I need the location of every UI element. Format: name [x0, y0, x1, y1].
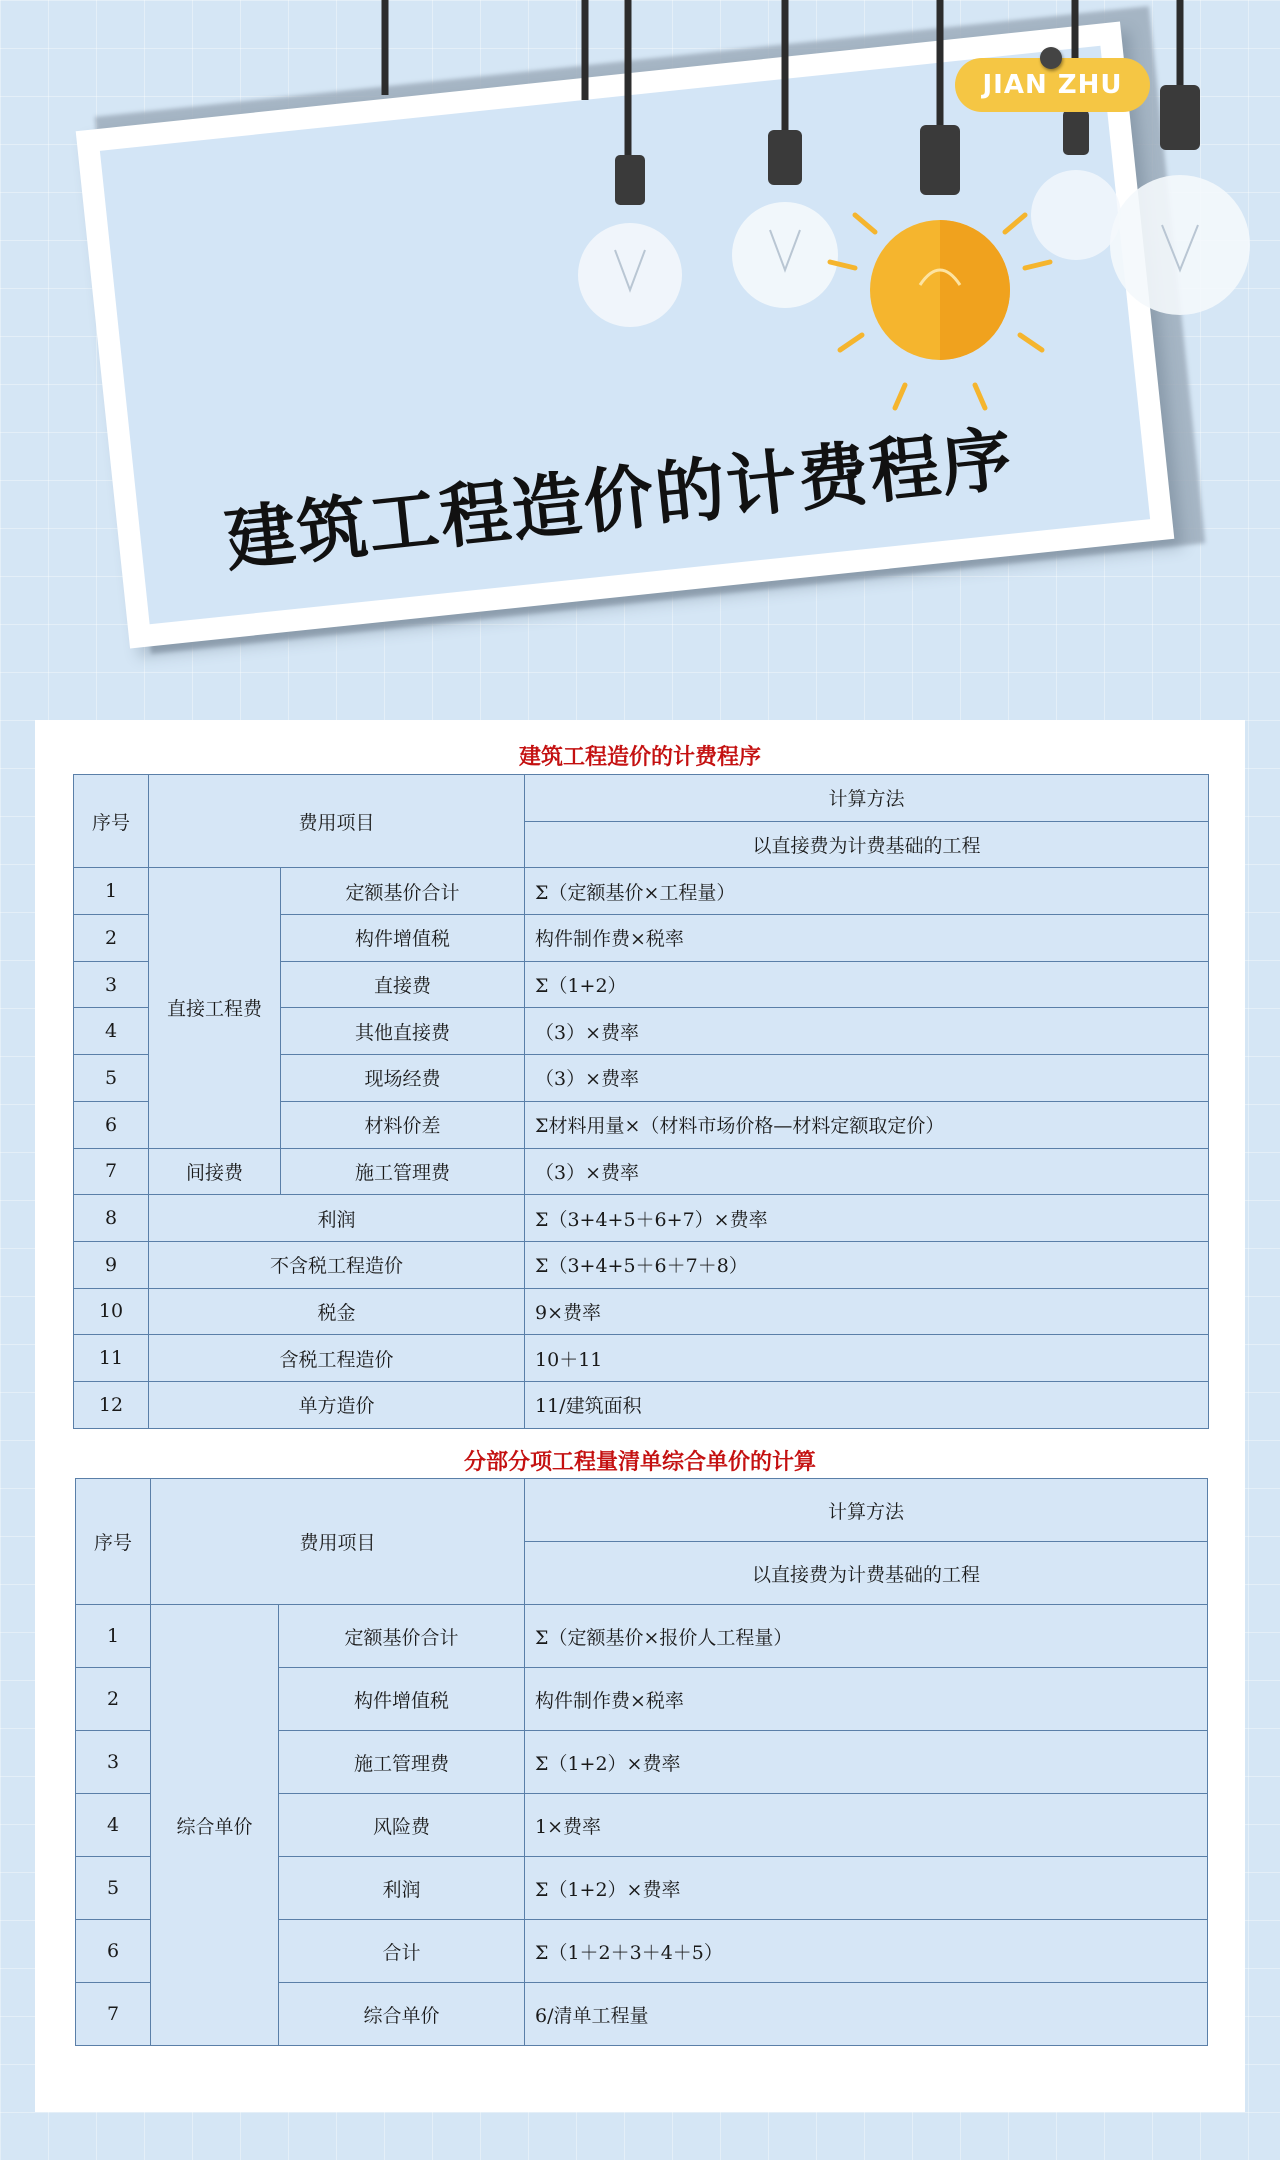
row-method: Σ（定额基价×报价人工程量）: [525, 1605, 1208, 1668]
group-unit-price: 综合单价: [151, 1605, 279, 2046]
header-item: 费用项目: [149, 775, 525, 868]
row-no: 2: [76, 1668, 151, 1731]
row-no: 5: [74, 1055, 149, 1102]
row-item: 材料价差: [281, 1101, 525, 1148]
hero-banner: [0, 0, 1280, 700]
row-no: 9: [74, 1241, 149, 1288]
row-method: Σ（1+2）×费率: [525, 1857, 1208, 1920]
table-row: [74, 1335, 1209, 1382]
row-method: （3）×费率: [525, 1148, 1209, 1195]
row-method: Σ（1+2）×费率: [525, 1731, 1208, 1794]
row-item: 构件增值税: [279, 1668, 525, 1731]
group-indirect-cost: 间接费: [149, 1148, 281, 1195]
row-method: 构件制作费×税率: [525, 1668, 1208, 1731]
row-item: 合计: [279, 1920, 525, 1983]
lit-light-bulb-icon: [830, 125, 1050, 408]
row-item: 直接费: [281, 961, 525, 1008]
row-method: Σ（1+2）: [525, 961, 1209, 1008]
row-no: 3: [76, 1731, 151, 1794]
row-item: 其他直接费: [281, 1008, 525, 1055]
header-item: 费用项目: [151, 1479, 525, 1605]
row-no: 6: [76, 1920, 151, 1983]
header-method: 计算方法: [525, 1479, 1208, 1542]
row-method: Σ（3+4+5＋6+7）×费率: [525, 1195, 1209, 1242]
light-bulb-icon: [1110, 85, 1250, 315]
table-row: [74, 1381, 1209, 1428]
row-item: 单方造价: [149, 1381, 525, 1428]
row-item: 施工管理费: [281, 1148, 525, 1195]
table-row: [74, 1241, 1209, 1288]
table-header-row: [74, 775, 1209, 822]
row-method: （3）×费率: [525, 1055, 1209, 1102]
table-row: [74, 1148, 1209, 1195]
row-no: 5: [76, 1857, 151, 1920]
row-method: Σ（3+4+5＋6＋7＋8）: [525, 1241, 1209, 1288]
header-no: 序号: [76, 1479, 151, 1605]
row-item: 不含税工程造价: [149, 1241, 525, 1288]
content-panel: [35, 720, 1245, 2112]
fee-procedure-table: [73, 774, 1209, 1429]
row-method: 11/建筑面积: [525, 1381, 1209, 1428]
header-basis: 以直接费为计费基础的工程: [525, 1542, 1208, 1605]
row-no: 11: [74, 1335, 149, 1382]
table-header-row: [76, 1479, 1208, 1542]
page-title: 建筑工程造价的计费程序: [221, 416, 1018, 582]
row-no: 8: [74, 1195, 149, 1242]
row-method: Σ材料用量×（材料市场价格—材料定额取定价）: [525, 1101, 1209, 1148]
row-no: 1: [76, 1605, 151, 1668]
row-no: 12: [74, 1381, 149, 1428]
row-item: 构件增值税: [281, 915, 525, 962]
table-row: [74, 1288, 1209, 1335]
header-no: 序号: [74, 775, 149, 868]
row-item: 定额基价合计: [279, 1605, 525, 1668]
row-method: Σ（1＋2＋3＋4＋5）: [525, 1920, 1208, 1983]
row-no: 4: [76, 1794, 151, 1857]
row-item: 定额基价合计: [281, 868, 525, 915]
row-no: 7: [76, 1983, 151, 2046]
light-bulb-icon: [1031, 110, 1121, 260]
row-no: 2: [74, 915, 149, 962]
row-item: 含税工程造价: [149, 1335, 525, 1382]
row-no: 7: [74, 1148, 149, 1195]
row-item: 施工管理费: [279, 1731, 525, 1794]
row-method: （3）×费率: [525, 1008, 1209, 1055]
row-method: Σ（定额基价×工程量）: [525, 868, 1209, 915]
row-method: 6/清单工程量: [525, 1983, 1208, 2046]
group-direct-cost: 直接工程费: [149, 868, 281, 1148]
row-method: 9×费率: [525, 1288, 1209, 1335]
light-bulb-icon: [732, 130, 838, 308]
row-no: 6: [74, 1101, 149, 1148]
row-no: 10: [74, 1288, 149, 1335]
unit-price-table: [75, 1478, 1208, 2046]
pin-icon: [1040, 47, 1062, 69]
row-no: 3: [74, 961, 149, 1008]
row-item: 利润: [279, 1857, 525, 1920]
row-no: 4: [74, 1008, 149, 1055]
header-basis: 以直接费为计费基础的工程: [525, 821, 1209, 868]
row-method: 1×费率: [525, 1794, 1208, 1857]
row-no: 1: [74, 868, 149, 915]
table-row: [76, 1605, 1208, 1668]
row-item: 风险费: [279, 1794, 525, 1857]
row-item: 利润: [149, 1195, 525, 1242]
row-item: 现场经费: [281, 1055, 525, 1102]
brand-badge: JIAN ZHU: [955, 58, 1150, 112]
light-bulb-icon: [578, 155, 682, 327]
table-row: [74, 1195, 1209, 1242]
row-method: 10＋11: [525, 1335, 1209, 1382]
table-row: [74, 868, 1209, 915]
row-item: 综合单价: [279, 1983, 525, 2046]
table2-title: 分部分项工程量清单综合单价的计算: [463, 1450, 816, 1475]
table1-title: 建筑工程造价的计费程序: [518, 745, 761, 770]
row-item: 税金: [149, 1288, 525, 1335]
header-method: 计算方法: [525, 775, 1209, 822]
row-method: 构件制作费×税率: [525, 915, 1209, 962]
